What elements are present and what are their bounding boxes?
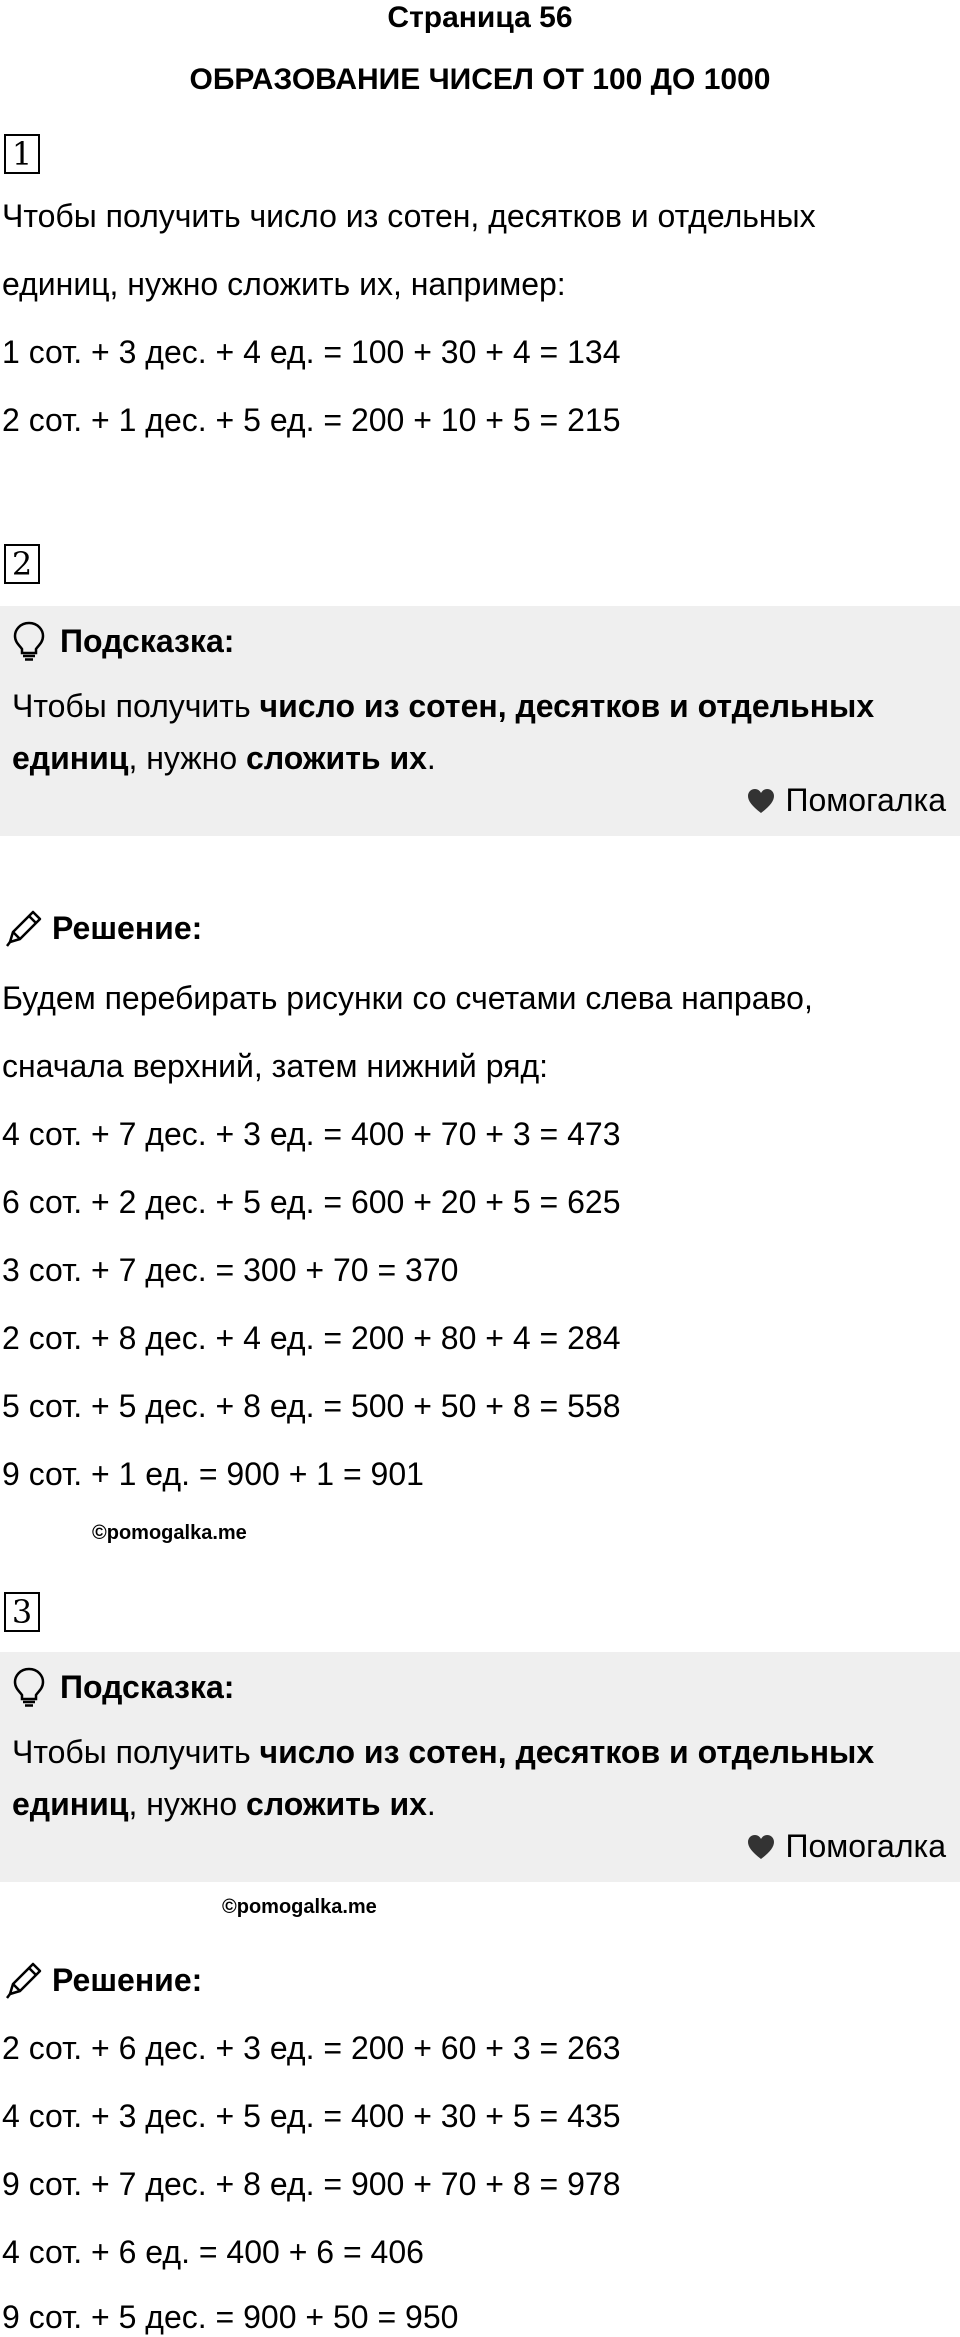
brand-label: Помогалка: [785, 782, 946, 818]
solution-header-2: [4, 906, 202, 950]
task1-line: единиц, нужно сложить их, например:: [2, 266, 566, 302]
solution-line: Будем перебирать рисунки со счетами слева направо,: [2, 980, 813, 1016]
hint-box-3: [0, 1652, 960, 1882]
task1-line: 2 сот. + 1 дес. + 5 ед. = 200 + 10 + 5 = 215: [2, 402, 621, 438]
solution-line: 2 сот. + 8 дес. + 4 ед. = 200 + 80 + 4 = 284: [2, 1320, 621, 1356]
heart-icon: [747, 788, 775, 814]
lightbulb-icon: [12, 621, 46, 661]
watermark: ©pomogalka.me: [92, 1522, 247, 1544]
task1-line: 1 сот. + 3 дес. + 4 ед. = 100 + 30 + 4 = 134: [2, 334, 621, 370]
solution-line: 9 сот. + 1 ед. = 900 + 1 = 901: [2, 1456, 424, 1492]
solution-label: Решение:: [52, 909, 203, 946]
solution-line: сначала верхний, затем нижний ряд:: [2, 1048, 549, 1084]
hint-label: Подсказка:: [60, 1668, 235, 1705]
task-number-3: 3: [4, 1592, 40, 1632]
page-title: Страница 56: [387, 1, 573, 34]
pencil-icon: [4, 908, 44, 948]
solution-label: Решение:: [52, 1961, 203, 1998]
solution-line: 9 сот. + 5 дес. = 900 + 50 = 950: [2, 2299, 459, 2335]
task1-line: Чтобы получить число из сотен, десятков и отдельных: [2, 198, 816, 234]
hint-text: Чтобы получить число из сотен, десятков и отдельных единиц, нужно сложить их.: [12, 688, 875, 776]
brand-signature: [747, 782, 946, 819]
task-number-1: 1: [4, 134, 40, 174]
hint-header: [12, 620, 234, 662]
lightbulb-icon: [12, 1667, 46, 1707]
task-number-2: 2: [4, 544, 40, 584]
solution-line: 4 сот. + 3 дес. + 5 ед. = 400 + 30 + 5 = 435: [2, 2098, 621, 2134]
solution-line: 6 сот. + 2 дес. + 5 ед. = 600 + 20 + 5 = 625: [2, 1184, 621, 1220]
pencil-icon: [4, 1960, 44, 2000]
solution-line: 9 сот. + 7 дес. + 8 ед. = 900 + 70 + 8 = 978: [2, 2166, 621, 2202]
solution-line: 3 сот. + 7 дес. = 300 + 70 = 370: [2, 1252, 459, 1288]
heart-icon: [747, 1834, 775, 1860]
solution-line: 4 сот. + 6 ед. = 400 + 6 = 406: [2, 2234, 424, 2270]
solution-line: 4 сот. + 7 дес. + 3 ед. = 400 + 70 + 3 = 473: [2, 1116, 621, 1152]
watermark: ©pomogalka.me: [222, 1896, 377, 1918]
brand-label: Помогалка: [785, 1828, 946, 1864]
topic-title: ОБРАЗОВАНИЕ ЧИСЕЛ ОТ 100 ДО 1000: [189, 63, 771, 96]
hint-label: Подсказка:: [60, 622, 235, 659]
hint-box-2: [0, 606, 960, 836]
hint-text: Чтобы получить число из сотен, десятков и отдельных единиц, нужно сложить их.: [12, 1734, 875, 1822]
solution-line: 5 сот. + 5 дес. + 8 ед. = 500 + 50 + 8 = 558: [2, 1388, 621, 1424]
solution-header-3: [4, 1958, 202, 2002]
brand-signature: [747, 1828, 946, 1865]
solution-line: 2 сот. + 6 дес. + 3 ед. = 200 + 60 + 3 = 263: [2, 2030, 621, 2066]
hint-header: [12, 1666, 234, 1708]
